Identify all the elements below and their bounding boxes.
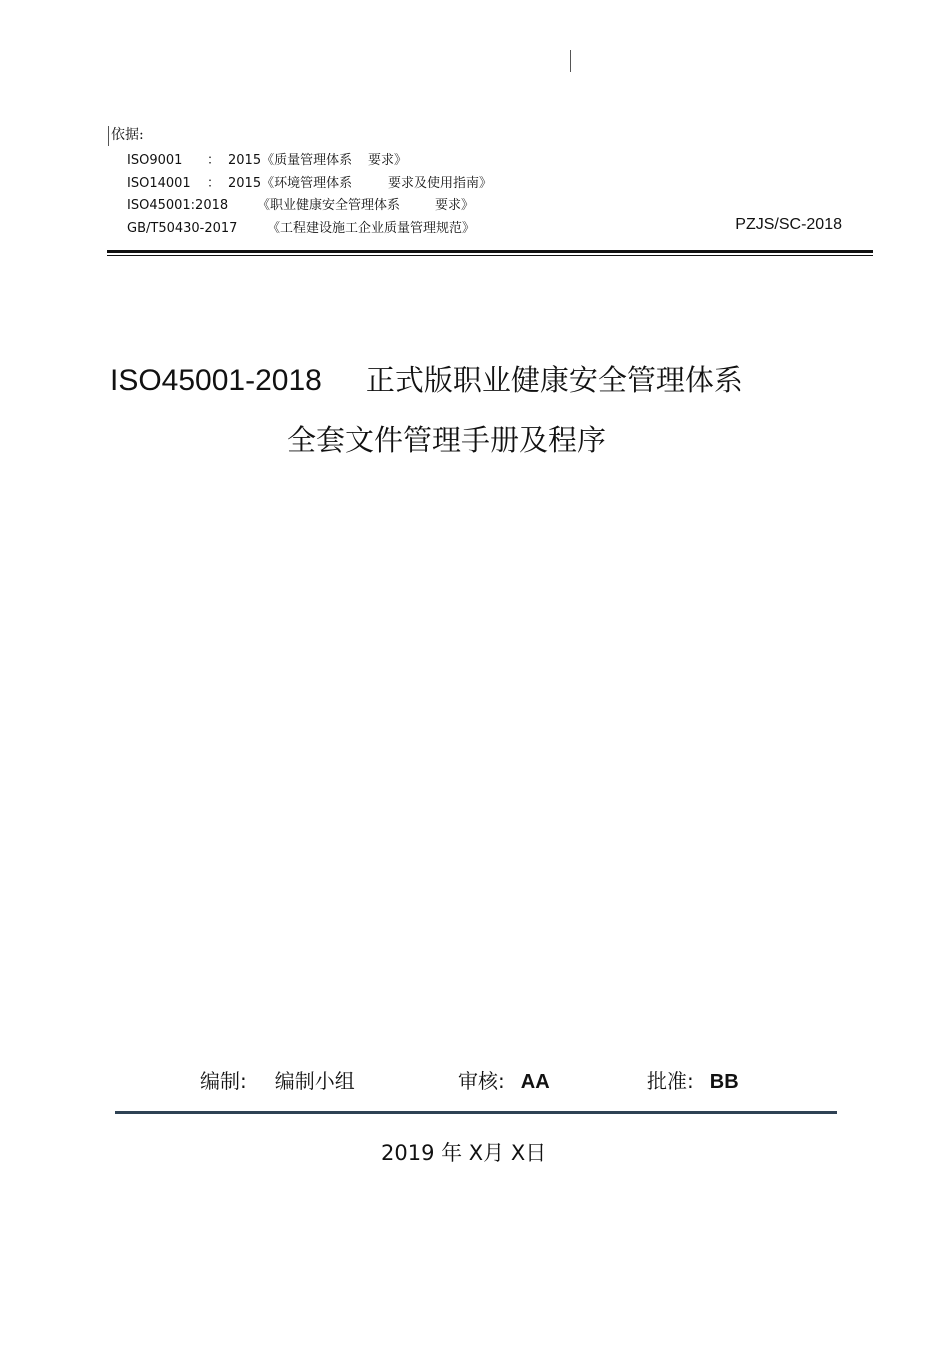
standard-title: 2015《环境管理体系 — [228, 176, 353, 191]
header-rule-thick — [107, 250, 873, 253]
standard-sep: ： — [207, 176, 221, 191]
standard-line-iso45001 — [127, 194, 474, 213]
standard-title: 2015《质量管理体系 — [228, 153, 353, 168]
standard-title: 《职业健康安全管理体系 — [257, 198, 401, 213]
approve-value: BB — [709, 1071, 739, 1093]
standard-line-iso9001 — [127, 149, 407, 168]
title-standard-code: ISO45001-2018 — [110, 364, 322, 397]
top-divider-tick — [570, 50, 571, 72]
document-title-line1 — [110, 358, 743, 399]
header-rule-thin — [107, 255, 873, 256]
standard-sep: ： — [207, 153, 221, 168]
standard-code: ISO14001 — [127, 176, 191, 191]
signature-reviewed-by — [458, 1065, 550, 1094]
document-code: PZJS/SC-2018 — [735, 216, 842, 233]
signature-approved-by — [647, 1065, 739, 1094]
standard-code: ISO45001:2018 — [127, 198, 229, 213]
compile-value: 编制小组 — [274, 1069, 355, 1093]
approve-label: 批准: — [647, 1069, 694, 1093]
review-label: 审核: — [458, 1069, 505, 1093]
standard-suffix: 要求》 — [435, 198, 475, 213]
standard-title: 《工程建设施工企业质量管理规范》 — [267, 221, 476, 236]
standard-suffix: 要求及使用指南》 — [388, 176, 493, 191]
standard-line-gbt50430 — [127, 217, 475, 236]
standard-code: ISO9001 — [127, 153, 183, 168]
basis-label: 依据: — [111, 127, 144, 143]
signature-compiled-by — [200, 1065, 355, 1094]
title-text: 正式版职业健康安全管理体系 — [365, 363, 743, 397]
standard-line-iso14001 — [127, 172, 492, 191]
review-value: AA — [520, 1071, 550, 1093]
standard-suffix: 要求》 — [368, 153, 408, 168]
basis-marker-bar — [108, 126, 109, 146]
document-title-line2: 全套文件管理手册及程序 — [287, 423, 607, 457]
compile-label: 编制: — [200, 1069, 247, 1093]
standard-code: GB/T50430-2017 — [127, 221, 238, 236]
issue-date: 2019 年 X月 X日 — [381, 1141, 547, 1165]
signature-rule — [115, 1111, 837, 1114]
